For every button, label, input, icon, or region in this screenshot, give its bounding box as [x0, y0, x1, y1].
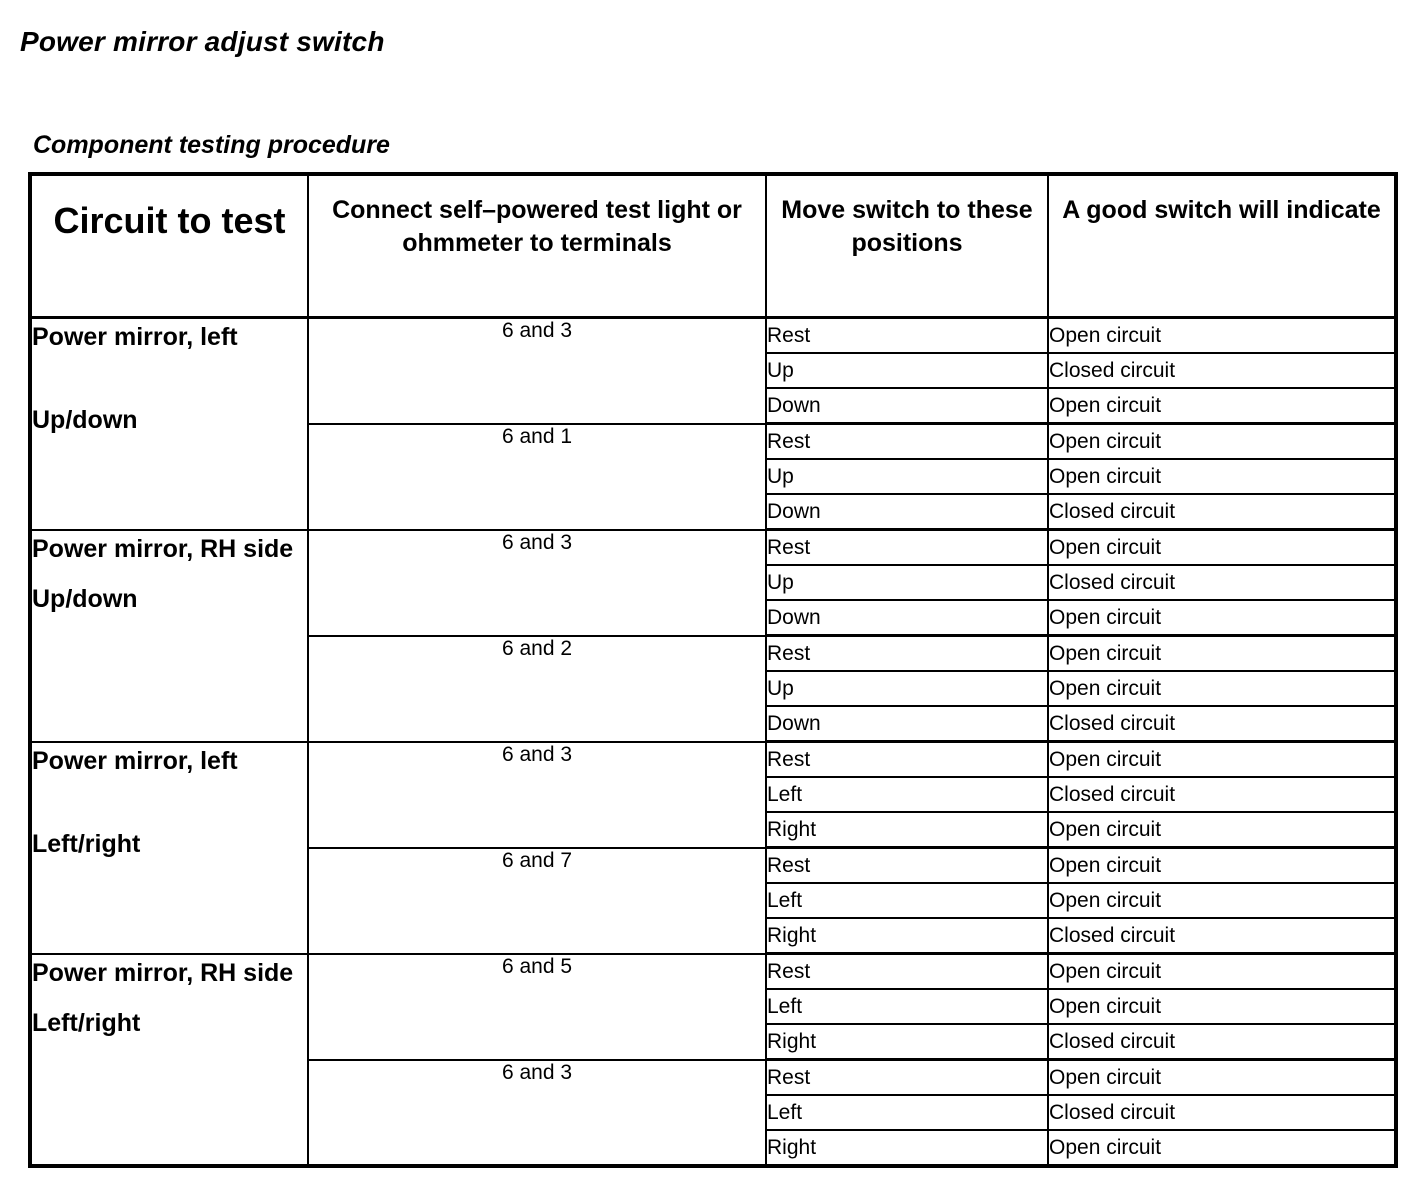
- result-cell: Closed circuit: [1048, 706, 1396, 742]
- result-cell: Open circuit: [1048, 671, 1396, 706]
- switch-position-cell: Up: [766, 671, 1048, 706]
- result-cell: Closed circuit: [1048, 565, 1396, 600]
- result-cell: Open circuit: [1048, 459, 1396, 494]
- result-cell: Open circuit: [1048, 388, 1396, 424]
- switch-position-cell: Down: [766, 494, 1048, 530]
- result-cell: Closed circuit: [1048, 1095, 1396, 1130]
- result-cell: Open circuit: [1048, 848, 1396, 884]
- table-row: [30, 530, 1396, 566]
- component-test-table: [28, 172, 1398, 1168]
- switch-position-cell: Up: [766, 353, 1048, 388]
- header-circuit-to-test: Circuit to test: [30, 174, 308, 318]
- switch-position-cell: Left: [766, 989, 1048, 1024]
- result-cell: Open circuit: [1048, 883, 1396, 918]
- switch-position-cell: Left: [766, 883, 1048, 918]
- terminals-cell: 6 and 5: [308, 954, 766, 1060]
- result-cell: Closed circuit: [1048, 494, 1396, 530]
- switch-position-cell: Left: [766, 1095, 1048, 1130]
- switch-position-cell: Down: [766, 388, 1048, 424]
- circuit-cell: [30, 318, 308, 530]
- result-cell: Open circuit: [1048, 424, 1396, 460]
- terminals-cell: 6 and 7: [308, 848, 766, 954]
- result-cell: Open circuit: [1048, 954, 1396, 990]
- circuit-function: Left/right: [32, 1008, 141, 1037]
- page-title: Power mirror adjust switch: [20, 26, 385, 57]
- header-expected-result: A good switch will indicate: [1048, 174, 1396, 318]
- result-cell: Open circuit: [1048, 1060, 1396, 1096]
- circuit-name: Power mirror, left: [32, 746, 238, 775]
- circuit-cell: [30, 954, 308, 1167]
- result-cell: Open circuit: [1048, 530, 1396, 566]
- circuit-function: Up/down: [32, 584, 138, 613]
- circuit-name: Power mirror, RH side: [32, 534, 294, 563]
- switch-position-cell: Left: [766, 777, 1048, 812]
- switch-position-cell: Up: [766, 565, 1048, 600]
- switch-position-cell: Rest: [766, 530, 1048, 566]
- switch-position-cell: Rest: [766, 954, 1048, 990]
- switch-position-cell: Rest: [766, 636, 1048, 672]
- switch-position-cell: Right: [766, 1024, 1048, 1060]
- result-cell: Open circuit: [1048, 600, 1396, 636]
- terminals-cell: 6 and 2: [308, 636, 766, 742]
- result-cell: Closed circuit: [1048, 777, 1396, 812]
- switch-position-cell: Right: [766, 1130, 1048, 1166]
- header-switch-positions: Move switch to these positions: [766, 174, 1048, 318]
- circuit-cell: [30, 742, 308, 954]
- result-cell: Closed circuit: [1048, 353, 1396, 388]
- result-cell: Closed circuit: [1048, 918, 1396, 954]
- switch-position-cell: Rest: [766, 318, 1048, 354]
- switch-position-cell: Right: [766, 918, 1048, 954]
- table-body: [30, 318, 1396, 1167]
- switch-position-cell: Rest: [766, 1060, 1048, 1096]
- result-cell: Open circuit: [1048, 989, 1396, 1024]
- switch-position-cell: Right: [766, 812, 1048, 848]
- terminals-cell: 6 and 3: [308, 1060, 766, 1167]
- table-row: [30, 318, 1396, 354]
- section-subtitle: Component testing procedure: [33, 131, 390, 159]
- result-cell: Open circuit: [1048, 636, 1396, 672]
- circuit-name: Power mirror, left: [32, 323, 238, 351]
- switch-position-cell: Rest: [766, 848, 1048, 884]
- terminals-cell: 6 and 3: [308, 530, 766, 636]
- circuit-name: Power mirror, RH side: [32, 958, 294, 987]
- circuit-function: Left/right: [32, 829, 141, 858]
- switch-position-cell: Down: [766, 706, 1048, 742]
- switch-position-cell: Up: [766, 459, 1048, 494]
- circuit-function: Up/down: [32, 406, 138, 434]
- result-cell: Open circuit: [1048, 812, 1396, 848]
- switch-position-cell: Rest: [766, 424, 1048, 460]
- terminals-cell: 6 and 3: [308, 318, 766, 424]
- terminals-cell: 6 and 1: [308, 424, 766, 530]
- circuit-cell: [30, 530, 308, 742]
- result-cell: Open circuit: [1048, 1130, 1396, 1166]
- switch-position-cell: Rest: [766, 742, 1048, 778]
- terminals-cell: 6 and 3: [308, 742, 766, 848]
- table-row: [30, 742, 1396, 778]
- header-row: [30, 174, 1396, 318]
- switch-position-cell: Down: [766, 600, 1048, 636]
- table-row: [30, 954, 1396, 990]
- header-connect-terminals: Connect self–powered test light or ohmmeter to terminals: [308, 174, 766, 318]
- result-cell: Open circuit: [1048, 318, 1396, 354]
- result-cell: Closed circuit: [1048, 1024, 1396, 1060]
- result-cell: Open circuit: [1048, 742, 1396, 778]
